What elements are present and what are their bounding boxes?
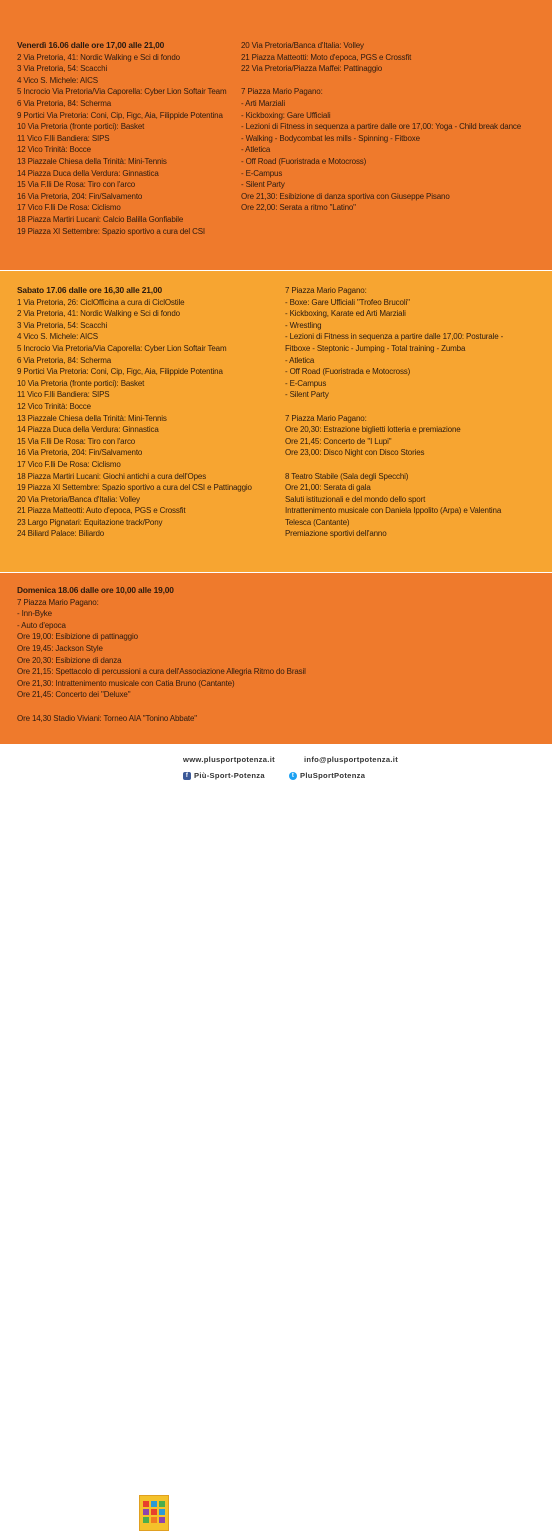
program-line: 23 Largo Pignatari: Equitazione track/Pony [17, 517, 163, 527]
program-line: Saluti istituzionali e del mondo dello sport [285, 494, 426, 504]
program-line: 3 Via Pretoria, 54: Scacchi [17, 320, 108, 330]
program-line: Intrattenimento musicale con Daniela Ippolito (Arpa) e Valentina [285, 506, 502, 516]
sunday-column [17, 585, 537, 724]
program-line: - Silent Party [285, 390, 329, 400]
program-line: 21 Piazza Matteotti: Auto d'epoca, PGS e Crossfit [17, 506, 186, 516]
saturday-left-column [17, 285, 279, 540]
twitter-icon: t [289, 772, 297, 780]
program-line: - Silent Party [241, 180, 285, 190]
program-line: 18 Piazza Martiri Lucani: Calcio Balilla Gonfiabile [17, 214, 184, 224]
program-line: Ore 21,00: Serata di gala [285, 483, 371, 493]
twitter-label: PluSportPotenza [300, 771, 366, 780]
program-line: - Atletica [285, 355, 315, 365]
program-line: 16 Via Pretoria, 204: Fin/Salvamento [17, 448, 143, 458]
program-line: Ore 20,30: Esibizione di danza [17, 655, 122, 665]
program-line: 10 Via Pretoria (fronte portici): Basket [17, 122, 145, 132]
program-line: - Arti Marziali [241, 98, 285, 108]
program-line: - Kickboxing, Karate ed Arti Marziali [285, 309, 406, 319]
program-line: - E-Campus [241, 168, 283, 178]
program-line: 7 Piazza Mario Pagano: [17, 597, 99, 607]
sunday-section [0, 572, 552, 745]
friday-left-column [17, 40, 242, 237]
program-line: 3 Via Pretoria, 54: Scacchi [17, 64, 108, 74]
facebook-link[interactable] [183, 771, 265, 780]
friday-right-column [241, 40, 546, 214]
program-line: - Inn-Byke [17, 609, 52, 619]
program-line: 12 Vico Trinità: Bocce [17, 145, 91, 155]
program-line: 7 Piazza Mario Pagano: [285, 413, 367, 423]
program-line: 7 Piazza Mario Pagano: [285, 286, 367, 295]
program-line [285, 459, 547, 471]
footer [0, 744, 552, 800]
email-link[interactable]: info@plusportpotenza.it [304, 755, 399, 764]
program-line: 22 Via Pretoria/Piazza Maffei: Pattinaggio [241, 64, 383, 74]
program-line: 20 Via Pretoria/Banca d'Italia: Volley [17, 494, 140, 504]
program-line: - Kickboxing: Gare Ufficiali [241, 110, 331, 120]
program-line: 10 Via Pretoria (fronte portici): Basket [17, 378, 145, 388]
program-line: 14 Piazza Duca della Verdura: Ginnastica [17, 168, 159, 178]
program-line: Ore 21,30: Esibizione di danza sportiva con Giuseppe Pisano [241, 191, 450, 201]
program-line: 4 Vico S. Michele: AICS [17, 332, 98, 342]
program-line: 21 Piazza Matteotti: Moto d'epoca, PGS e Crossfit [241, 52, 412, 62]
program-line: - Off Road (Fuoristrada e Motocross) [241, 156, 367, 166]
website-link[interactable]: www.plusportpotenza.it [183, 755, 275, 764]
program-line: 6 Via Pretoria, 84: Scherma [17, 355, 112, 365]
program-line: 2 Via Pretoria, 41: Nordic Walking e Sci di fondo [17, 52, 180, 62]
program-line: 7 Piazza Mario Pagano: [241, 87, 323, 97]
saturday-title: Sabato 17.06 dalle ore 16,30 alle 21,00 [17, 285, 162, 295]
program-line: 15 Via F.lli De Rosa: Tiro con l'arco [17, 180, 136, 190]
program-line: 8 Teatro Stabile (Sala degli Specchi) [285, 471, 409, 481]
friday-section [0, 0, 552, 270]
program-line: 19 Piazza XI Settembre: Spazio sportivo a cura del CSI e Pattinaggio [17, 483, 252, 493]
program-line: - Off Road (Fuoristrada e Motocross) [285, 367, 411, 377]
program-line: 5 Incrocio Via Pretoria/Via Caporella: Cyber Lion Softair Team [17, 87, 227, 97]
program-line: - Boxe: Gare Ufficiali "Trofeo Brucoli" [285, 297, 410, 307]
program-line: - Auto d'epoca [17, 620, 66, 630]
sunday-list [17, 597, 537, 725]
program-line: 20 Via Pretoria/Banca d'Italia: Volley [241, 41, 364, 50]
program-line: 17 Vico F.lli De Rosa: Ciclismo [17, 203, 121, 213]
friday-right-list [241, 40, 546, 214]
program-line: Ore 14,30 Stadio Viviani: Torneo AIA "Tonino Abbate" [17, 713, 197, 723]
friday-left-list [17, 52, 242, 238]
program-line: 13 Piazzale Chiesa della Trinità: Mini-Tennis [17, 413, 167, 423]
program-line: Ore 22,00: Serata a ritmo "Latino" [241, 203, 356, 213]
plusport-logo-icon [139, 1495, 169, 1531]
sunday-title: Domenica 18.06 dalle ore 10,00 alle 19,00 [17, 585, 174, 595]
program-line: 5 Incrocio Via Pretoria/Via Caporella: Cyber Lion Softair Team [17, 343, 227, 353]
program-line [241, 75, 546, 87]
program-line: - Lezioni di Fitness in sequenza a partire dalle 17,00: Posturale - [285, 332, 504, 342]
program-line: - Wrestling [285, 320, 322, 330]
program-line: Fitboxe - Steptonic - Jumping - Total training - Zumba [285, 343, 466, 353]
program-line: 6 Via Pretoria, 84: Scherma [17, 98, 112, 108]
program-line: Ore 19,45: Jackson Style [17, 643, 103, 653]
program-line: 1 Via Pretoria, 26: CiclOfficina a cura di CiclOstile [17, 297, 185, 307]
facebook-label: Più-Sport-Potenza [194, 771, 265, 780]
facebook-icon: f [183, 772, 191, 780]
program-line: 19 Piazza XI Settembre: Spazio sportivo a cura del CSI [17, 226, 205, 236]
program-line: 11 Vico F.lli Bandiera: SIPS [17, 133, 110, 143]
program-line: 11 Vico F.lli Bandiera: SIPS [17, 390, 110, 400]
program-line: Ore 23,00: Disco Night con Disco Stories [285, 448, 425, 458]
twitter-link[interactable] [289, 771, 365, 780]
program-line: Ore 21,45: Concerto dei "Deluxe" [17, 690, 131, 700]
saturday-left-list [17, 297, 279, 540]
program-line: Ore 21,15: Spettacolo di percussioni a cura dell'Associazione Allegria Ritmo do Brasil [17, 667, 306, 677]
program-line: 13 Piazzale Chiesa della Trinità: Mini-Tennis [17, 156, 167, 166]
program-line: 2 Via Pretoria, 41: Nordic Walking e Sci di fondo [17, 309, 180, 319]
program-line: Ore 21,30: Intrattenimento musicale con Catia Bruno (Cantante) [17, 678, 235, 688]
program-line: - E-Campus [285, 378, 327, 388]
program-line: 9 Portici Via Pretoria: Coni, Cip, Figc, Aia, Filippide Potentina [17, 367, 223, 377]
program-line: Ore 21,45: Concerto de "I Lupi" [285, 436, 392, 446]
program-line: 14 Piazza Duca della Verdura: Ginnastica [17, 425, 159, 435]
program-line: 9 Portici Via Pretoria: Coni, Cip, Figc, Aia, Filippide Potentina [17, 110, 223, 120]
saturday-section [0, 270, 552, 573]
program-line [17, 701, 537, 713]
program-line: Premiazione sportivi dell'anno [285, 529, 387, 539]
program-line: - Walking - Bodycombat les mills - Spinning - Fitboxe [241, 133, 420, 143]
program-line: 24 Biliard Palace: Biliardo [17, 529, 105, 539]
program-line: 17 Vico F.lli De Rosa: Ciclismo [17, 459, 121, 469]
saturday-right-list [285, 285, 547, 540]
program-line: Ore 19,00: Esibizione di pattinaggio [17, 632, 138, 642]
program-line [285, 401, 547, 413]
program-line: Ore 20,30: Estrazione biglietti lotteria e premiazione [285, 425, 461, 435]
saturday-right-column [285, 285, 547, 540]
program-line: 12 Vico Trinità: Bocce [17, 401, 91, 411]
friday-title: Venerdì 16.06 dalle ore 17,00 alle 21,00 [17, 40, 165, 50]
program-line: 16 Via Pretoria, 204: Fin/Salvamento [17, 191, 143, 201]
program-line: - Lezioni di Fitness in sequenza a partire dalle ore 17,00: Yoga - Child break dance [241, 122, 522, 132]
program-line: Telesca (Cantante) [285, 517, 350, 527]
program-line: 15 Via F.lli De Rosa: Tiro con l'arco [17, 436, 136, 446]
program-line: - Atletica [241, 145, 271, 155]
program-line: 4 Vico S. Michele: AICS [17, 75, 98, 85]
program-line: 18 Piazza Martiri Lucani: Giochi antichi a cura dell'Opes [17, 471, 207, 481]
